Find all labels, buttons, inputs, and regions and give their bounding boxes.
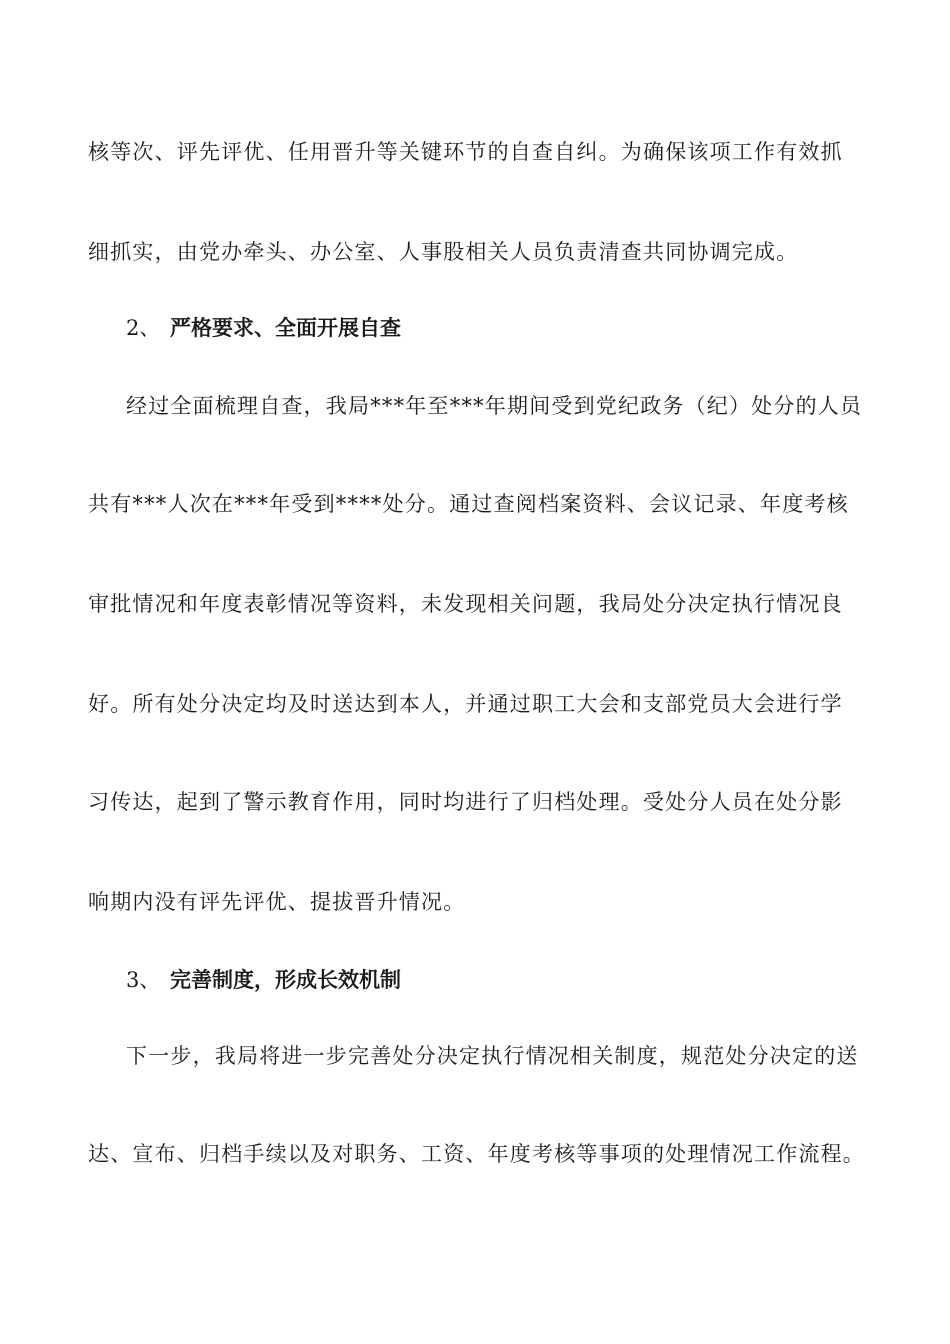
section-title: 严格要求、全面开展自查 [170, 315, 401, 340]
section-number: 3、 [126, 968, 161, 992]
body-text-line: 响期内没有评先评优、提拔晋升情况。 [88, 890, 466, 914]
body-text-line: 核等次、评先评优、任用晋升等关键环节的自查自纠。为确保该项工作有效抓 [88, 140, 843, 164]
body-text-line: 下一步，我局将进一步完善处分决定执行情况相关制度，规范处分决定的送 [126, 1044, 859, 1068]
section-title: 完善制度，形成长效机制 [170, 967, 401, 992]
body-text-line: 共有***人次在***年受到****处分。通过查阅档案资料、会议记录、年度考核 [88, 492, 849, 516]
section-heading [126, 966, 401, 994]
body-text-line: 达、宣布、归档手续以及对职务、工资、年度考核等事项的处理情况工作流程。 [88, 1142, 865, 1166]
body-text-line: 经过全面梳理自查，我局***年至***年期间受到党纪政务（纪）处分的人员 [126, 394, 863, 418]
section-number: 2、 [126, 316, 161, 340]
body-text-line: 审批情况和年度表彰情况等资料，未发现相关问题，我局处分决定执行情况良 [88, 592, 843, 616]
body-text-line: 细抓实，由党办牵头、办公室、人事股相关人员负责清查共同协调完成。 [88, 240, 799, 264]
body-text-line: 好。所有处分决定均及时送达到本人，并通过职工大会和支部党员大会进行学 [88, 692, 843, 716]
body-text-line: 习传达，起到了警示教育作用，同时均进行了归档处理。受处分人员在处分影 [88, 790, 843, 814]
section-heading [126, 314, 401, 342]
